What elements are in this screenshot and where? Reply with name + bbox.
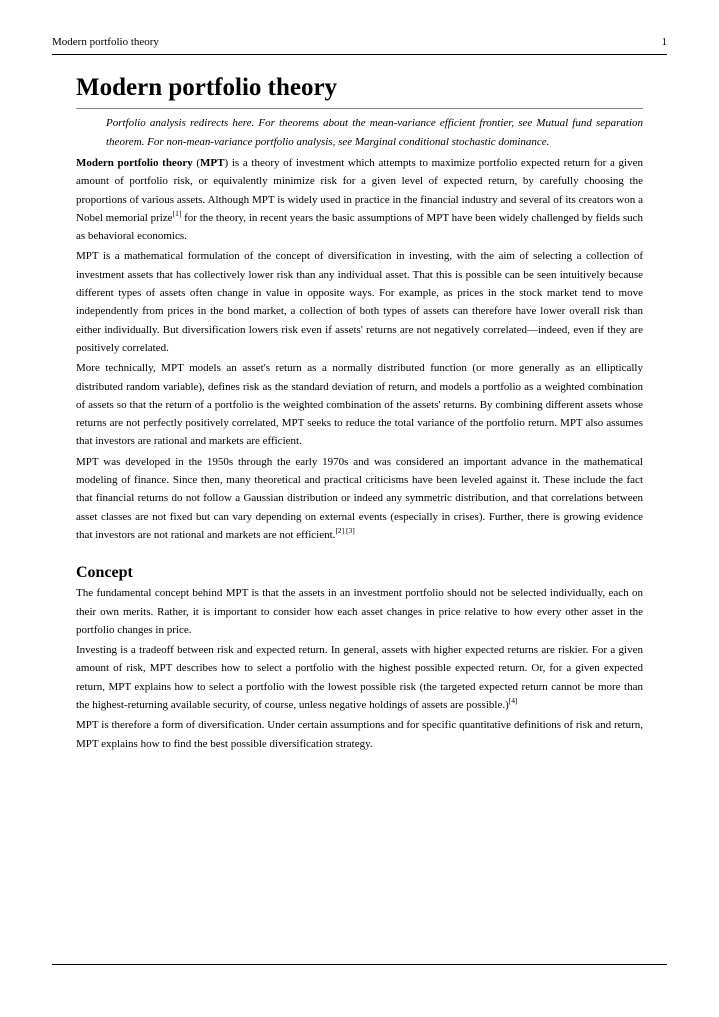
concept-p2-text: Investing is a tradeoff between risk and expected return. In general, assets with higher expected returns are riskier. For a given amount of risk, MPT describes how to select a portfolio with the highest possible expected return. Or, for a given expected return, MPT explains how to select a portfolio with the lowest possible risk (the targeted expected return cannot be more than the highest-returning available security, of course, unless negative holdings of assets are possible.): [76, 644, 643, 712]
concept-paragraph-2: [76, 641, 643, 714]
history-text: MPT was developed in the 1950s through the early 1970s and was considered an important advance in the mathematical modeling of finance. Since then, many theoretical and practical criticisms have been leveled against it. These include the fact that financial returns do not follow a Gaussian distribution or indeed any symmetric distribution, and that correlations between asset classes are not fixed but can vary depending on external events (especially in crises). Further, there is growing evidence that investors are not rational and markets are not efficient.: [76, 455, 643, 541]
ref-1-link[interactable]: [1]: [172, 208, 182, 218]
running-header-title: Modern portfolio theory: [52, 36, 159, 48]
running-header: [52, 36, 667, 48]
hatnote: Portfolio analysis redirects here. For theorems about the mean-variance efficient frontier, see Mutual fund separation theorem. For non-mean-variance portfolio analysis, see Marginal conditional stochastic dominance.: [106, 117, 643, 148]
intro-text-b: for the theory, in recent years the basic assumptions of MPT have been widely challenged by fields such as behavioral economics.: [76, 211, 643, 243]
intro-text-a: ) is a theory of investment which attempts to maximize portfolio expected return for a given amount of portfolio risk, or equivalently minimize risk for a given level of expected return, by carefully choosing the proportions of various assets. Although MPT is widely used in practice in the financial industry and several of its creators won a Nobel memorial prize: [76, 157, 643, 224]
page-number: 1: [661, 36, 667, 48]
concept-paragraph-1: The fundamental concept behind MPT is that the assets in an investment portfolio should not be selected individually, each on their own merits. Rather, it is important to consider how each asset changes in price relative to how every other asset in the portfolio changes in price.: [76, 587, 643, 636]
intro-open-paren: (: [192, 157, 201, 169]
ref-4-link[interactable]: [4]: [508, 696, 518, 706]
intro-abbr: MPT: [200, 157, 225, 169]
paragraph-history: [76, 453, 643, 544]
section-heading-concept: Concept: [76, 564, 133, 582]
footer-rule: [52, 964, 667, 965]
intro-paragraph: [76, 154, 643, 245]
paragraph-technical: More technically, MPT models an asset's return as a normally distributed function (or more generally as an elliptically distributed random variable), defines risk as the standard deviation of return, and models a portfolio as a weighted combination of assets so that the return of a portfolio is the weighted combination of the assets' returns. By combining different assets whose returns are not perfectly positively correlated, MPT seeks to reduce the total variance of the portfolio return. MPT also assumes that investors are rational and markets are efficient.: [76, 362, 643, 448]
article-title: Modern portfolio theory: [76, 74, 643, 109]
concept-paragraph-3: MPT is therefore a form of diversification. Under certain assumptions and for specific quantitative definitions of risk and return, MPT explains how to find the best possible diversification strategy.: [76, 719, 643, 750]
ref-2-3-links[interactable]: [2] [3]: [335, 525, 355, 535]
intro-term: Modern portfolio theory: [76, 157, 193, 169]
article-body: [76, 74, 643, 755]
header-rule: [52, 54, 667, 55]
paragraph-diversification: MPT is a mathematical formulation of the concept of diversification in investing, with the aim of selecting a collection of investment assets that has collectively lower risk than any individual asset. That this is possible can be seen intuitively because different types of assets often change in value in opposite ways. For example, as prices in the stock market tend to move independently from prices in the bond market, a collection of both types of assets can therefore have lower overall risk than either individually. But diversification lowers risk even if assets' returns are not negatively correlated—indeed, even if they are positively correlated.: [76, 250, 643, 354]
